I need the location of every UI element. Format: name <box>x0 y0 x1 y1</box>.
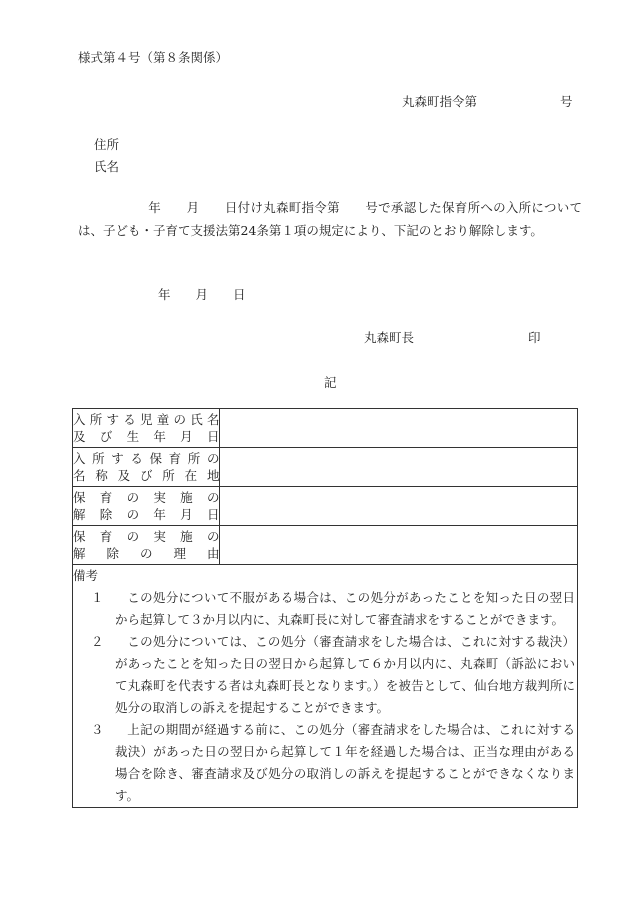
row-label-line1: 入所する児童の氏名 <box>73 412 220 427</box>
issuer-title: 丸森町長 <box>364 330 415 345</box>
note-text-body: 上記の期間が経過する前に、この処分（審査請求をした場合は、これに対する裁決）があった日の翌日から起算して１年を経過した場合は、正当な理由がある場合を除き、審査請求及び処分の取消しの訴えを提起することができなくなります。 <box>115 722 575 803</box>
cancellation-reason-field[interactable] <box>220 526 578 565</box>
note-item <box>73 631 577 719</box>
row-label <box>73 526 220 565</box>
body-paragraph <box>78 196 582 242</box>
name-label: 氏名 <box>94 159 120 174</box>
row-label-line1: 保育の実施の <box>73 529 220 544</box>
row-label <box>73 409 220 448</box>
doc-number-label: 丸森町指令第 <box>402 94 478 109</box>
ki-heading: 記 <box>324 375 337 390</box>
row-label-line1: 保育の実施の <box>73 490 220 505</box>
notes-cell <box>73 565 578 808</box>
table-row <box>73 526 578 565</box>
row-label-line1: 入所する保育所の <box>73 451 220 466</box>
table-row <box>73 487 578 526</box>
cancellation-date-field[interactable] <box>220 487 578 526</box>
date-line: 年 月 日 <box>158 287 246 302</box>
address-label: 住所 <box>94 137 120 152</box>
child-name-birthdate-field[interactable] <box>220 409 578 448</box>
note-text-body: この処分については、この処分（審査請求をした場合は、これに対する裁決）があったことを知った日の翌日から起算して６か月以内に、丸森町（訴訟において丸森町を代表する者は丸森町長となります。）を被告として、仙台地方裁判所に処分の取消しの訴えを提起することができます。 <box>115 634 575 715</box>
details-table <box>72 408 578 808</box>
form-number: 様式第４号（第８条関係） <box>78 50 229 65</box>
notes-title: 備考 <box>73 568 99 583</box>
nursery-name-address-field[interactable] <box>220 448 578 487</box>
table-row <box>73 448 578 487</box>
note-text <box>115 631 575 719</box>
row-label-line2: 名称及び所在地 <box>73 468 220 483</box>
note-text <box>115 587 575 631</box>
note-number: ２ <box>91 634 104 649</box>
row-label <box>73 487 220 526</box>
note-text-body: この処分について不服がある場合は、この処分があったことを知った日の翌日から起算して３か月以内に、丸森町長に対して審査請求をすることができます。 <box>115 590 575 627</box>
row-label-line2: 解除の理由 <box>73 546 220 561</box>
row-label <box>73 448 220 487</box>
row-label-line2: 解除の年月日 <box>73 507 220 522</box>
note-item <box>73 719 577 807</box>
note-number: １ <box>91 590 104 605</box>
note-text <box>115 719 575 807</box>
note-number: ３ <box>91 722 104 737</box>
note-item <box>73 587 577 631</box>
body-text: 年 月 日付け丸森町指令第 号で承認した保育所への入所については、子ども・子育て支援法第24条第１項の規定により、下記のとおり解除します。 <box>78 200 582 238</box>
notes-row <box>73 565 578 808</box>
seal-mark: 印 <box>528 330 541 345</box>
row-label-line2: 及び生年月日 <box>73 429 220 444</box>
doc-number-suffix: 号 <box>560 94 573 109</box>
table-row <box>73 409 578 448</box>
